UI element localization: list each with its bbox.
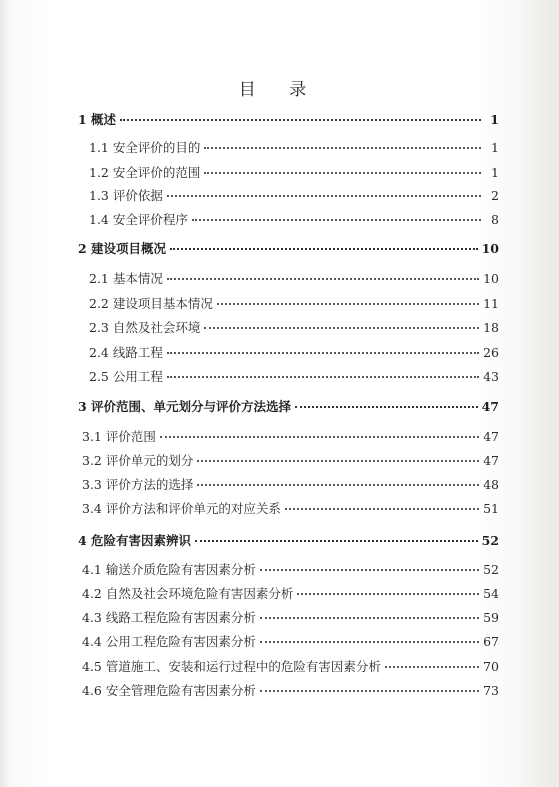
toc-entry-page: 54 xyxy=(483,586,499,601)
toc-entry-label: 4.4 公用工程危险有害因素分析 xyxy=(82,634,256,649)
toc-entry-label: 1.4 安全评价程序 xyxy=(89,212,188,227)
toc-entry-page: 73 xyxy=(483,683,499,698)
dot-leader xyxy=(204,327,479,329)
toc-entry-4-5 xyxy=(82,659,499,675)
toc-entry-label: 1 概述 xyxy=(78,112,117,127)
dot-leader xyxy=(204,147,481,149)
toc-entry-1-2 xyxy=(89,165,499,181)
toc-entry-4-2 xyxy=(82,586,499,602)
toc-entry-label: 4.3 线路工程危险有害因素分析 xyxy=(82,610,256,625)
toc-entry-label: 3 评价范围、单元划分与评价方法选择 xyxy=(78,399,292,414)
toc-entry-label: 2.4 线路工程 xyxy=(89,345,163,360)
dot-leader xyxy=(197,484,479,486)
toc-entry-2-1 xyxy=(89,271,499,287)
toc-entry-3-2 xyxy=(82,453,499,469)
toc-entry-page: 11 xyxy=(483,296,499,311)
toc-entry-1-1 xyxy=(89,140,499,156)
dot-leader xyxy=(260,641,479,643)
scan-shadow-right xyxy=(517,0,559,787)
dot-leader xyxy=(204,172,481,174)
dot-leader xyxy=(217,303,479,305)
toc-entry-3-3 xyxy=(82,477,499,493)
toc-entry-2-3 xyxy=(89,320,499,336)
toc-entry-label: 1.2 安全评价的范围 xyxy=(89,165,201,180)
toc-entry-2-5 xyxy=(89,369,499,385)
toc-entry-4-1 xyxy=(82,562,499,578)
dot-leader xyxy=(260,569,479,571)
dot-leader xyxy=(295,406,478,408)
toc-entry-label: 2.5 公用工程 xyxy=(89,369,163,384)
toc-entry-chapter-2 xyxy=(78,241,499,257)
dot-leader xyxy=(160,436,479,438)
toc-entry-label: 1.1 安全评价的目的 xyxy=(89,140,201,155)
toc-entry-page: 59 xyxy=(483,610,499,625)
dot-leader xyxy=(260,690,479,692)
toc-entry-2-2 xyxy=(89,296,499,312)
toc-entry-label: 4.6 安全管理危险有害因素分析 xyxy=(82,683,256,698)
toc-entry-label: 2.2 建设项目基本情况 xyxy=(89,296,213,311)
toc-entry-label: 2.3 自然及社会环境 xyxy=(89,320,201,335)
dot-leader xyxy=(260,617,479,619)
toc-entry-label: 2.1 基本情况 xyxy=(89,271,163,286)
toc-entry-label: 4 危险有害因素辨识 xyxy=(78,533,192,548)
toc-entry-label: 3.2 评价单元的划分 xyxy=(82,453,194,468)
toc-entry-page: 47 xyxy=(481,399,499,414)
dot-leader xyxy=(195,540,478,542)
toc-entry-page: 51 xyxy=(483,501,499,516)
toc-entry-page: 47 xyxy=(483,453,499,468)
toc-entry-page: 8 xyxy=(491,212,499,227)
toc-entry-4-4 xyxy=(82,634,499,650)
toc-title: 目 录 xyxy=(238,80,321,100)
toc-entry-page: 48 xyxy=(483,477,499,492)
toc-entry-page: 10 xyxy=(481,241,499,256)
dot-leader xyxy=(285,508,479,510)
toc-entry-page: 1 xyxy=(491,140,499,155)
toc-entry-page: 26 xyxy=(483,345,499,360)
toc-entry-chapter-3 xyxy=(78,399,499,415)
dot-leader xyxy=(167,195,481,197)
toc-entry-page: 18 xyxy=(483,320,499,335)
toc-entry-3-1 xyxy=(82,429,499,445)
toc-entry-page: 1 xyxy=(491,165,499,180)
toc-entry-page: 67 xyxy=(483,634,499,649)
toc-entry-page: 52 xyxy=(483,562,499,577)
toc-entry-label: 3.4 评价方法和评价单元的对应关系 xyxy=(82,501,281,516)
toc-entry-label: 4.1 输送介质危险有害因素分析 xyxy=(82,562,256,577)
toc-entry-1-4 xyxy=(89,212,499,228)
toc-entry-4-6 xyxy=(82,683,499,699)
toc-entry-page: 43 xyxy=(483,369,499,384)
dot-leader xyxy=(385,666,479,668)
toc-entry-page: 47 xyxy=(483,429,499,444)
toc-entry-3-4 xyxy=(82,501,499,517)
toc-entry-4-3 xyxy=(82,610,499,626)
dot-leader xyxy=(297,593,479,595)
toc-entry-2-4 xyxy=(89,345,499,361)
toc-entry-label: 4.2 自然及社会环境危险有害因素分析 xyxy=(82,586,294,601)
scan-shadow-left xyxy=(0,0,10,787)
toc-entry-page: 52 xyxy=(481,533,499,548)
dot-leader xyxy=(170,248,478,250)
toc-entry-1-3 xyxy=(89,188,499,204)
dot-leader xyxy=(167,278,479,280)
toc-entry-page: 10 xyxy=(483,271,499,286)
dot-leader xyxy=(167,376,479,378)
dot-leader xyxy=(120,119,481,121)
toc-entry-label: 3.1 评价范围 xyxy=(82,429,156,444)
toc-entry-label: 3.3 评价方法的选择 xyxy=(82,477,194,492)
toc-entry-page: 70 xyxy=(483,659,499,674)
toc-entry-chapter-4 xyxy=(78,533,499,549)
toc-entry-page: 1 xyxy=(490,112,499,127)
toc-entry-label: 1.3 评价依据 xyxy=(89,188,163,203)
dot-leader xyxy=(167,352,479,354)
dot-leader xyxy=(192,219,481,221)
toc-entry-label: 2 建设项目概况 xyxy=(78,241,167,256)
dot-leader xyxy=(197,460,479,462)
toc-entry-chapter-1 xyxy=(78,112,499,128)
toc-entry-label: 4.5 管道施工、安装和运行过程中的危险有害因素分析 xyxy=(82,659,381,674)
toc-entry-page: 2 xyxy=(491,188,499,203)
